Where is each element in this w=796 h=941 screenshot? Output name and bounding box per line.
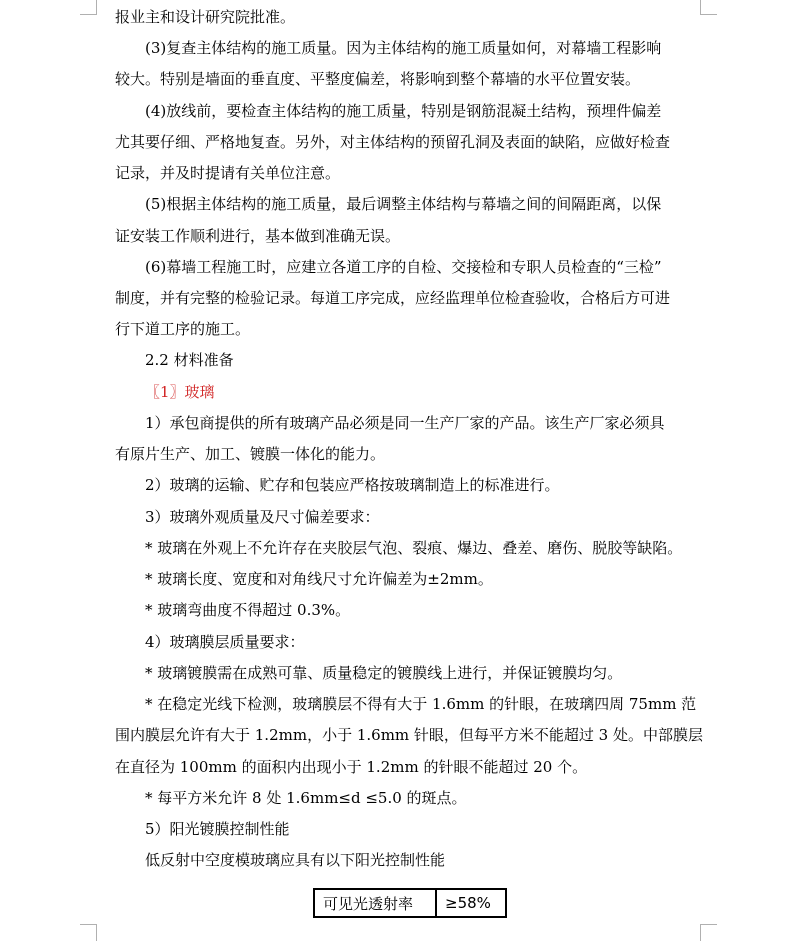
- paragraph-line: (5)根据主体结构的施工质量，最后调整主体结构与幕墙之间的间隔距离，以保: [145, 195, 662, 213]
- bullet-line: * 每平方米允许 8 处 1.6mm≤d ≤5.0 的斑点。: [145, 789, 467, 807]
- table-cell-label: 可见光透射率: [314, 889, 436, 917]
- paragraph-line: 在直径为 100mm 的面积内出现小于 1.2mm 的针眼不能超过 20 个。: [115, 758, 588, 776]
- page-corner-mark: [700, 924, 717, 941]
- bullet-line: * 玻璃弯曲度不得超过 0.3%。: [145, 601, 351, 619]
- paragraph-line: 尤其要仔细、严格地复查。另外，对主体结构的预留孔洞及表面的缺陷，应做好检查: [115, 133, 671, 151]
- paragraph-line: 较大。特别是墙面的垂直度、平整度偏差，将影响到整个幕墙的水平位置安装。: [115, 70, 641, 88]
- paragraph-line: 制度，并有完整的检验记录。每道工序完成，应经监理单位检查验收，合格后方可进: [115, 289, 671, 307]
- paragraph-line: 2）玻璃的运输、贮存和包装应严格按玻璃制造上的标准进行。: [145, 476, 560, 494]
- paragraph-line: 4）玻璃膜层质量要求：: [145, 633, 305, 651]
- page-corner-mark: [80, 924, 97, 941]
- paragraph-line: 有原片生产、加工、镀膜一体化的能力。: [115, 445, 386, 463]
- table-row: [314, 889, 506, 917]
- section-heading: 2.2 材料准备: [145, 351, 234, 369]
- paragraph-line: 行下道工序的施工。: [115, 320, 251, 338]
- subsection-heading: 〖1〗玻璃: [145, 383, 215, 401]
- paragraph-line: 报业主和设计研究院批准。: [115, 8, 296, 26]
- paragraph-line: 围内膜层允许有大于 1.2mm，小于 1.6mm 针眼，但每平方米不能超过 3 处。中部膜层: [115, 726, 703, 744]
- bullet-line: * 玻璃在外观上不允许存在夹胶层气泡、裂痕、爆边、叠差、磨伤、脱胶等缺陷。: [145, 539, 683, 557]
- paragraph-line: 低反射中空度模玻璃应具有以下阳光控制性能: [145, 851, 446, 869]
- paragraph-line: (3)复查主体结构的施工质量。因为主体结构的施工质量如何，对幕墙工程影响: [145, 39, 662, 57]
- performance-table: [313, 888, 507, 918]
- page-corner-mark: [80, 0, 97, 15]
- paragraph-line: 记录，并及时提请有关单位注意。: [115, 164, 341, 182]
- bullet-line: * 玻璃长度、宽度和对角线尺寸允许偏差为±2mm。: [145, 570, 493, 588]
- paragraph-line: (6)幕墙工程施工时，应建立各道工序的自检、交接检和专职人员检查的“三检”: [145, 258, 662, 276]
- bullet-line: * 在稳定光线下检测，玻璃膜层不得有大于 1.6mm 的针眼，在玻璃四周 75mm 范: [145, 695, 697, 713]
- paragraph-line: (4)放线前，要检查主体结构的施工质量，特别是钢筋混凝土结构，预埋件偏差: [145, 102, 662, 120]
- paragraph-line: 证安装工作顺利进行，基本做到准确无误。: [115, 227, 401, 245]
- table-cell-value: ≥58%: [436, 889, 506, 917]
- paragraph-line: 1）承包商提供的所有玻璃产品必须是同一生产厂家的产品。该生产厂家必须具: [145, 414, 665, 432]
- paragraph-line: 3）玻璃外观质量及尺寸偏差要求：: [145, 508, 380, 526]
- bullet-line: * 玻璃镀膜需在成熟可靠、质量稳定的镀膜线上进行，并保证镀膜均匀。: [145, 664, 623, 682]
- paragraph-line: 5）阳光镀膜控制性能: [145, 820, 290, 838]
